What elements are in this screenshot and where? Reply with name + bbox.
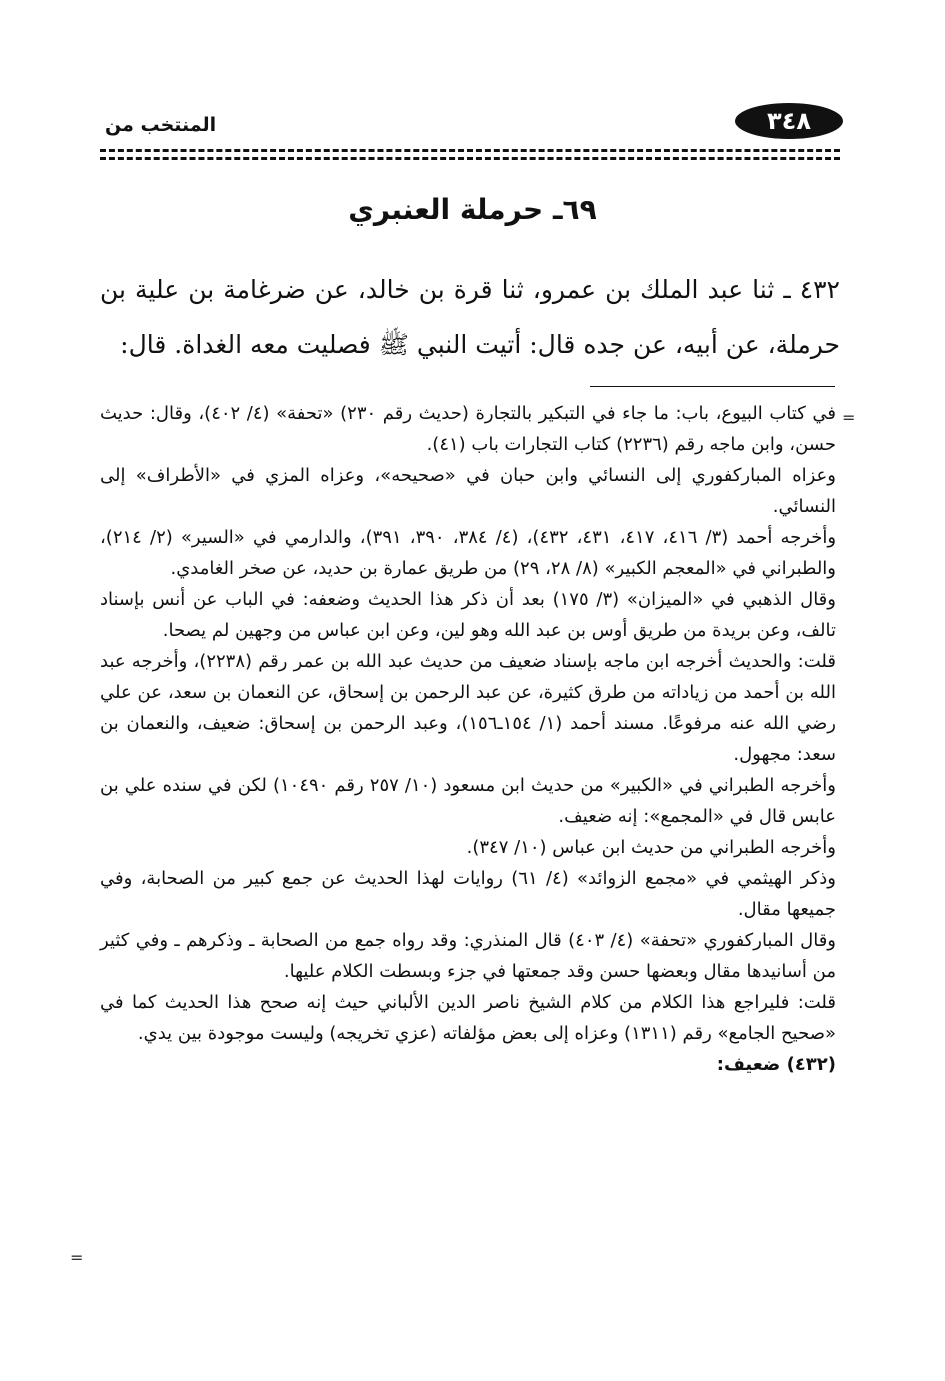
header-divider [100,149,840,152]
continuation-mark: = [70,1248,84,1267]
footnote-divider [590,386,835,387]
hadith-text: ٤٣٢ ـ ثنا عبد الملك بن عمرو، ثنا قرة بن خالد، عن ضرغامة بن علية بن حرملة، عن أبيه، عن جده قال: أتيت النبي ﷺ فصليت معه الغداة. قال: [100,275,840,359]
chapter-title: ٦٩ـ حرملة العنبري [348,193,597,226]
page-number-badge: ٣٤٨ [735,103,843,139]
footnotes [100,398,836,1080]
footnote-paragraph: وقال المباركفوري «تحفة» (٤/ ٤٠٣) قال المنذري: وقد رواه جمع من الصحابة ـ وذكرهم ـ وفي كثير من أسانيدها مقال وبعضها حسن وقد جمعتها في جزء وبسطت الكلام عليها. [100,930,836,982]
footnote-paragraph: قلت: والحديث أخرجه ابن ماجه بإسناد ضعيف من حديث عبد الله بن عمر رقم (٢٢٣٨)، وأخرجه عبد الله بن أحمد من زياداته من طرق كثيرة، عن عبد الرحمن بن إسحاق، عن النعمان بن سعد، عن علي رضي الله عنه مرفوعًا. مسند أحمد (١/ ١٥٤ـ١٥٦)، وعبد الرحمن بن إسحاق: ضعيف، والنعمان بن سعد: مجهول. [100,651,837,765]
header-divider [100,157,840,160]
footnote-paragraph: وأخرجه الطبراني في «الكبير» من حديث ابن مسعود (١٠/ ٢٥٧ رقم ١٠٤٩٠) لكن في سنده علي بن عابس قال في «المجمع»: إنه ضعيف. [100,775,836,827]
hadith-grade: (٤٣٢) ضعيف: [716,1054,836,1075]
footnote-paragraph: في كتاب البيوع، باب: ما جاء في التبكير بالتجارة (حديث رقم ٢٣٠) «تحفة» (٤/ ٤٠٢)، وقال: حديث حسن، وابن ماجه رقم (٢٢٣٦) كتاب التجارات باب (٤١). [100,403,836,455]
continuation-mark: = [842,408,856,427]
footnote-paragraph: وقال الذهبي في «الميزان» (٣/ ١٧٥) بعد أن ذكر هذا الحديث وضعفه: في الباب عن أنس بإسناد تالف، وعن بريدة من طريق أوس بن عبد الله وهو لين، وعن ابن عباس من وجهين لم يصحا. [100,589,836,641]
footnote-paragraph: وأخرجه أحمد (٣/ ٤١٦، ٤١٧، ٤٣١، ٤٣٢)، (٤/ ٣٨٤، ٣٩٠، ٣٩١)، والدارمي في «السير» (٢/ ٢١٤)، والطبراني في «المعجم الكبير» (٨/ ٢٨، ٢٩) من طريق عمارة بن حديد، عن صخر الغامدي. [100,527,837,579]
footnote-paragraph: قلت: فليراجع هذا الكلام من كلام الشيخ ناصر الدين الألباني حيث إنه صحح هذا الحديث كما في «صحيح الجامع» رقم (١٣١١) وعزاه إلى بعض مؤلفاته (عزي تخريجه) وليست موجودة بين يدي. [100,992,836,1044]
footnote-paragraph: وعزاه المباركفوري إلى النسائي وابن حبان في «صحيحه»، وعزاه المزي في «الأطراف» إلى النسائي. [100,465,836,517]
book-title: المنتخب من [105,114,217,136]
footnote-paragraph: وذكر الهيثمي في «مجمع الزوائد» (٤/ ٦١) روايات لهذا الحديث عن جمع كبير من الصحابة، وفي جميعها مقال. [100,868,836,920]
footnote-paragraph: وأخرجه الطبراني من حديث ابن عباس (١٠/ ٣٤٧). [466,837,836,858]
